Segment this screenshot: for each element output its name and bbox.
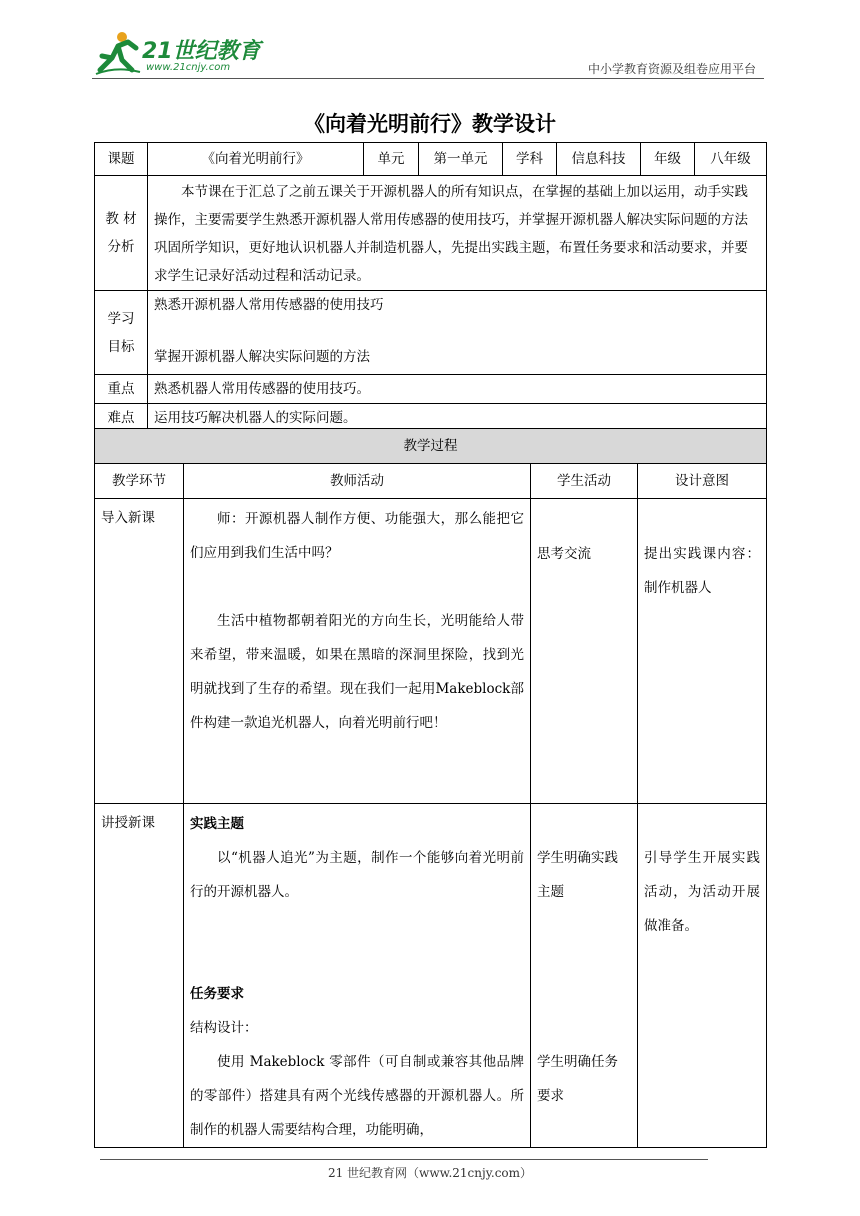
col-student: 学生活动	[531, 464, 638, 499]
subject-label: 学科	[503, 143, 557, 176]
runner-logo-icon	[92, 30, 142, 76]
site-logo	[92, 30, 272, 76]
lecture-student: 学生明确实践主题 学生明确任务要求	[531, 804, 638, 1148]
col-teacher: 教师活动	[184, 464, 531, 499]
goals-label: 学习 目标	[95, 291, 148, 375]
intro-student: 思考交流	[531, 499, 638, 804]
unit-value: 第一单元	[419, 143, 503, 176]
topic-label: 课题	[95, 143, 148, 176]
goals-cell	[148, 291, 767, 375]
page-header	[0, 0, 860, 80]
intro-intent: 提出实践课内容：制作机器人	[638, 499, 767, 804]
goal-item: 熟悉开源机器人常用传感器的使用技巧	[154, 297, 384, 313]
lecture-teacher: 实践主题 以“机器人追光”为主题，制作一个能够向着光明前行的开源机器人。 任务要求 结构设计： 使用 Makeblock 零部件（可自制或兼容其他品牌的零部件）搭建具有两个光线传感器的开源机器人。所制作的机器人需要结构合理，功能明确，	[184, 804, 531, 1148]
process-heading: 教学过程	[95, 429, 767, 464]
analysis-label: 教 材 分析	[95, 176, 148, 291]
process-table	[94, 428, 767, 1148]
platform-name: 中小学教育资源及组卷应用平台	[587, 62, 756, 76]
unit-label: 单元	[364, 143, 419, 176]
col-stage: 教学环节	[95, 464, 184, 499]
grade-label: 年级	[641, 143, 695, 176]
lecture-intent: 引导学生开展实践活动，为活动开展做准备。	[638, 804, 767, 1148]
difficulty-text: 运用技巧解决机器人的实际问题。	[148, 404, 767, 433]
intro-stage: 导入新课	[95, 499, 184, 804]
document-title: 《向着光明前行》教学设计	[304, 112, 556, 136]
logo-text: 21世纪教育	[142, 39, 261, 64]
key-label: 重点	[95, 375, 148, 404]
page-footer: 21 世纪教育网（www.21cnjy.com）	[327, 1166, 533, 1180]
col-intent: 设计意图	[638, 464, 767, 499]
subject-value: 信息科技	[557, 143, 641, 176]
difficulty-label: 难点	[95, 404, 148, 433]
analysis-text: 本节课在于汇总了之前五课关于开源机器人的所有知识点，在掌握的基础上加以运用，动手实践操作，主要需要学生熟悉开源机器人常用传感器的使用技巧，并掌握开源机器人解决实际问题的方法巩固所学知识，更好地认识机器人并制造机器人，先提出实践主题，布置任务要求和活动要求，并要求学生记录好活动过程和活动记录。	[148, 176, 767, 291]
grade-value: 八年级	[695, 143, 767, 176]
intro-teacher: 师：开源机器人制作方便、功能强大，那么能把它们应用到我们生活中吗？ 生活中植物都朝着阳光的方向生长，光明能给人带来希望，带来温暖，如果在黑暗的深洞里探险，找到光明就找到了生存的希望。现在我们一起用Makeblock部件构建一款追光机器人，向着光明前行吧！	[184, 499, 531, 804]
key-text: 熟悉机器人常用传感器的使用技巧。	[148, 375, 767, 404]
topic-value: 《向着光明前行》	[148, 143, 364, 176]
info-table	[94, 142, 767, 433]
goal-item: 掌握开源机器人解决实际问题的方法	[154, 349, 370, 365]
header-divider	[92, 78, 764, 79]
lecture-stage: 讲授新课	[95, 804, 184, 1148]
logo-url: www.21cnjy.com	[146, 62, 231, 73]
footer-divider	[100, 1159, 708, 1160]
